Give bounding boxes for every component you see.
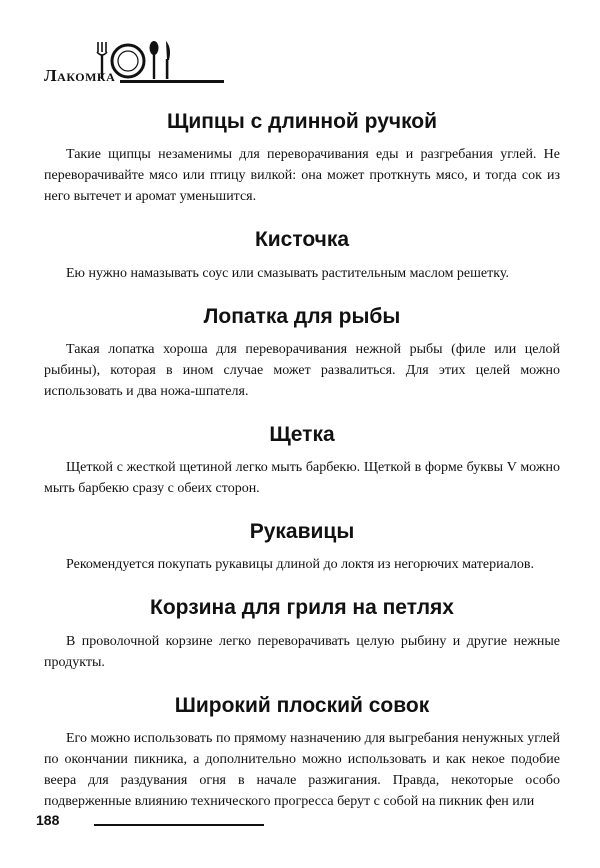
section-paragraph: Такая лопатка хороша для переворачивания нежной рыбы (филе или целой рыбины), которая в ином случае может развалиться. Для этих целей можно использовать и два ножа-шпателя. (44, 341, 560, 399)
section (44, 226, 560, 283)
knife-icon (166, 41, 170, 79)
section-heading: Корзина для гриля на петлях (150, 596, 454, 620)
section-heading: Щипцы с длинной ручкой (166, 110, 438, 133)
section-heading: Широкий плоский совок (174, 693, 430, 717)
section-paragraph: Такие щипцы незаменимы для переворачивания еды и разгребания углей. Не переворачивайте мясо или птицу вилкой: она может проткнуть мясо, и тогда сок из него вытечет и аромат уменьшится. (44, 147, 560, 205)
section (44, 692, 560, 812)
running-header (44, 36, 224, 86)
header-title: Лакомка (44, 66, 116, 85)
plate-icon (112, 45, 144, 77)
section-heading: Щетка (269, 422, 335, 446)
page-footer (36, 812, 266, 832)
section (44, 421, 560, 499)
section (44, 518, 560, 575)
section (44, 108, 560, 207)
section-paragraph: Ею нужно намазывать соус или смазывать растительным маслом решетку. (66, 265, 509, 281)
section-heading: Лопатка для рыбы (203, 304, 401, 328)
page-number: 188 (36, 812, 60, 828)
footer-rule (94, 824, 264, 826)
section-paragraph: В проволочной корзине легко переворачивать целую рыбину и другие нежные продукты. (44, 633, 560, 670)
section-paragraph: Щеткой с жесткой щетиной легко мыть барбекю. Щеткой в форме буквы V можно мыть барбекю сразу с обеих сторон. (44, 460, 560, 497)
page-content (44, 108, 560, 831)
section-paragraph: Рекомендуется покупать рукавицы длиной до локтя из негорючих материалов. (66, 557, 535, 573)
section-heading: Кисточка (254, 228, 350, 252)
spoon-icon (150, 41, 159, 79)
section (44, 594, 560, 672)
header-rule (120, 80, 224, 83)
section (44, 303, 560, 402)
section-paragraph: Его можно использовать по прямому назначению для выгребания ненужных углей по окончании пикника, а дополнительно можно использовать и как некое подобие веера для раздувания огня в начале разжигания. Правда, некоторые особо подверженные влиянию технического прогресса берут с собой на пикник фен или (44, 731, 560, 810)
section-heading: Рукавицы (249, 520, 355, 544)
